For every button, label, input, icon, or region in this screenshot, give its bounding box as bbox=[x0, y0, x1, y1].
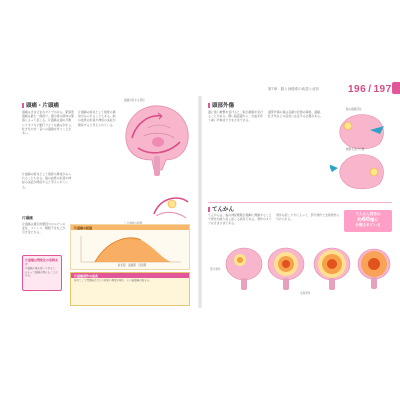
left-section-title: 頭痛・片頭痛 bbox=[22, 101, 59, 109]
callout-box bbox=[22, 255, 62, 291]
brain-partial-seizure bbox=[226, 248, 262, 290]
graph-caption: 前兆期 頭痛期 回復期 bbox=[117, 264, 147, 267]
callout-title: 片頭痛は慢性化の危険あり bbox=[25, 258, 59, 266]
epilepsy-highlight-pre: 約 bbox=[357, 217, 362, 222]
generalized-seizure-caption: 全般発作 bbox=[300, 292, 311, 295]
left-body-middle: 片頭痛の前兆として視覚の異常がみられることもある。脳の血管の拡張や神経の炎症が関係すると考えられている。 bbox=[78, 110, 116, 127]
graph-title: 片頭痛の経過 bbox=[71, 225, 189, 230]
left-body-2: 片頭痛の前兆として視覚の異常がみられることもある。脳の血管の拡張や神経の炎症が関係すると考えられている。 bbox=[22, 172, 72, 189]
brain-full-seizure bbox=[358, 249, 390, 289]
epilepsy-highlight-box bbox=[344, 210, 392, 232]
left-sub-title: 片頭痛 bbox=[22, 216, 33, 220]
nerve-illustration bbox=[150, 190, 192, 222]
epilepsy-highlight-line-3: 分類されている bbox=[355, 223, 381, 227]
injury-caption-1: 脳の損傷部位 bbox=[346, 108, 362, 111]
left-body-1: 頭痛はさまざまなタイプがある。緊張型頭痛は最も一般的で、頭や首の筋肉の緊張によって起こる。片頭痛は頭の片側にズキズキと脈打つような痛みが生じ、吐き気や光・音への過敏を伴うことが多い。 bbox=[22, 110, 74, 136]
migraine-aura-box bbox=[70, 272, 190, 306]
epilepsy-highlight-post: 種に bbox=[370, 217, 379, 222]
right-body-4: 発作の起こり方によって、部分発作と全般発作に分けられる。 bbox=[276, 213, 340, 222]
brain-generalized-seizure bbox=[314, 248, 350, 290]
chapter-title: 第7章 脳と神経系の疾患と症状 bbox=[268, 87, 320, 91]
right-body-3: てんかんは、脳の神経細胞が過剰に興奮することで発作が繰り返し起こる病気である。発作のタイプはさまざまである。 bbox=[208, 213, 272, 226]
book-gutter bbox=[198, 96, 202, 308]
right-section-title: 頭部外傷 bbox=[208, 101, 234, 109]
brain-caption: 頭痛が起きる部位 bbox=[124, 99, 145, 102]
epilepsy-title: てんかん bbox=[208, 205, 234, 213]
epilepsy-highlight-number: 60 bbox=[361, 216, 371, 223]
page-numbers: 196 / 197 bbox=[348, 84, 392, 95]
page-number-right: 197 bbox=[373, 84, 392, 95]
page-number-left: 196 bbox=[348, 84, 367, 95]
chapter-tab bbox=[392, 82, 400, 94]
right-body-2: 頭部外傷の後は意識や記憶の障害、頭痛、吐き気などの症状に注意する必要がある。 bbox=[268, 110, 323, 119]
right-body-1: 頭に強い衝撃を受けると、脳が損傷を受けることがある。軽い脳震盪から、出血を伴う重い外傷までさまざまである。 bbox=[208, 110, 263, 123]
migraine-graph-plot bbox=[71, 230, 189, 268]
partial-seizure-caption: 部分発作 bbox=[210, 268, 221, 271]
epilepsy-highlight-line-1: てんかん発作は bbox=[355, 212, 381, 216]
info-title: 片頭痛発作の前兆 bbox=[71, 273, 189, 278]
info-body: 前兆として閃輝暗点などの視覚の異常が現れ、その後頭痛が始まる。 bbox=[74, 279, 152, 282]
brain-spreading-seizure bbox=[268, 248, 304, 290]
injury-caption-2: 衝撃を受けた側 bbox=[346, 148, 365, 151]
brain-headache-illustration bbox=[118, 98, 194, 182]
left-body-3: 片頭痛は遺伝的要因やホルモンの変化、ストレス、睡眠不足などが引き金となる。 bbox=[22, 222, 66, 235]
callout-body: 片頭痛の薬を使いすぎると、かえって頭痛が増えることがある。 bbox=[25, 267, 58, 278]
section-divider bbox=[208, 202, 392, 203]
